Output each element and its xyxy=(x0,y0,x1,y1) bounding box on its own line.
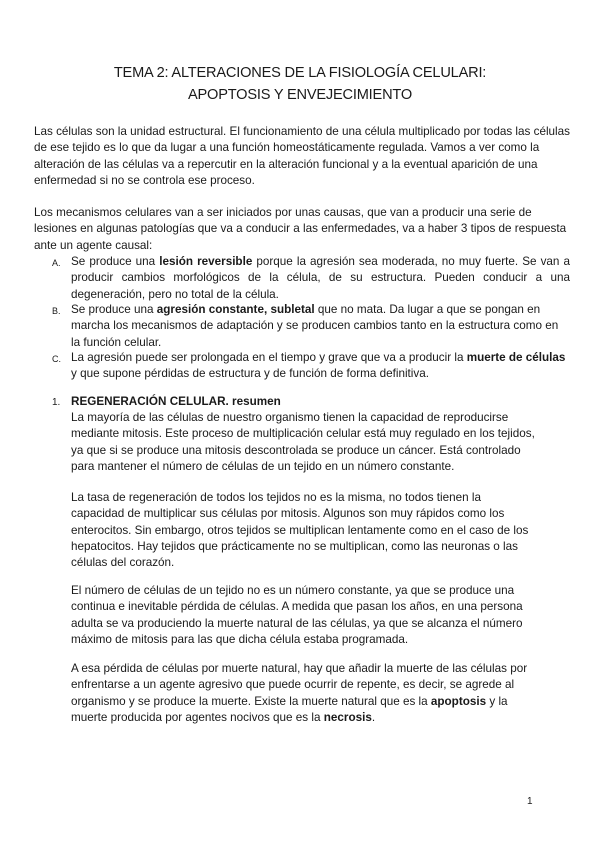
list-marker: C. xyxy=(52,354,61,364)
title-line-1: TEMA 2: ALTERACIONES DE LA FISIOLOGÍA CELULARI: xyxy=(113,65,487,81)
section-paragraph-4: A esa pérdida de células por muerte natural, hay que añadir la muerte de las células por enfrentarse a un agente agresivo que puede ocurrir de repente, es decir, se agrede al organismo y se produce la muerte. Existe la muerte natural que es la apoptosis y la muerte producida por agentes nocivos que es la necrosis. xyxy=(71,662,528,724)
list-item-text: Se produce una lesión reversible porque la agresión sea moderada, no muy fuerte. Se van a producir cambios morfológicos de la célula, de su estructura. Pueden conducir a una degeneración, pero no total de la célula. xyxy=(71,255,570,301)
page-number: 1 xyxy=(527,796,533,807)
list-marker: B. xyxy=(52,306,61,316)
list-item-text: Se produce una agresión constante, subletal que no mata. Da lugar a que se pongan en marcha los mecanismos de adaptación y se producen cambios tanto en la estructura como en la función celular. xyxy=(71,303,559,349)
list-item-text: La agresión puede ser prolongada en el tiempo y grave que va a producir la muerte de células y que supone pérdidas de estructura y de función de forma definitiva. xyxy=(71,351,566,381)
intro-paragraph: Las células son la unidad estructural. El funcionamiento de una célula multiplicado por todas las células de ese tejido es lo que da lugar a una función homeostáticamente regulada. Vamos a ver como la alteración de las células va a repercutir en la alteración funcional y a la eventual aparición de una enfermedad si no se controla ese proceso. xyxy=(34,125,570,187)
section-number: 1. xyxy=(52,397,61,408)
title-line-2: APOPTOSIS Y ENVEJECIMIENTO xyxy=(187,87,413,103)
response-item-a xyxy=(34,254,570,303)
section-paragraph-3: El número de células de un tejido no es un número constante, ya que se produce una continua e inevitable pérdida de células. A medida que pasan los años, en una persona adulta se va produciendo la muerte natural de las células, ya que se alcanza el número máximo de mitosis para las que dicha célula estaba programada. xyxy=(71,584,523,646)
section-paragraph-1: La mayoría de las células de nuestro organismo tienen la capacidad de reproducirse mediante mitosis. Este proceso de multiplicación celular está muy regulado en los tejidos, ya que si se produce una mitosis descontrolada se produce un cáncer. Está controlado para mantener el número de células de un tejido en un número constante. xyxy=(71,411,535,473)
section-title: REGENERACIÓN CELULAR. resumen xyxy=(71,395,281,408)
list-marker: A. xyxy=(52,258,61,268)
section-heading xyxy=(34,394,570,410)
mechanisms-paragraph: Los mecanismos celulares van a ser iniciados por unas causas, que van a producir una serie de lesiones en algunas patologías que va a conducir a las enfermedades, va a haber 3 tipos de respuesta ante un agente causal: xyxy=(34,206,567,252)
section-paragraph-2: La tasa de regeneración de todos los tejidos no es la misma, no todos tienen la capacidad de multiplicar sus células por mitosis. Algunos son muy rápidos como los enterocitos. Sin embargo, otros tejidos se multiplican lentamente como en el caso de los hepatocitos. Hay tejidos que prácticamente no se multiplican, como las neuronas o las células del corazón. xyxy=(71,491,529,570)
response-item-b xyxy=(34,302,570,351)
response-item-c xyxy=(34,350,570,383)
